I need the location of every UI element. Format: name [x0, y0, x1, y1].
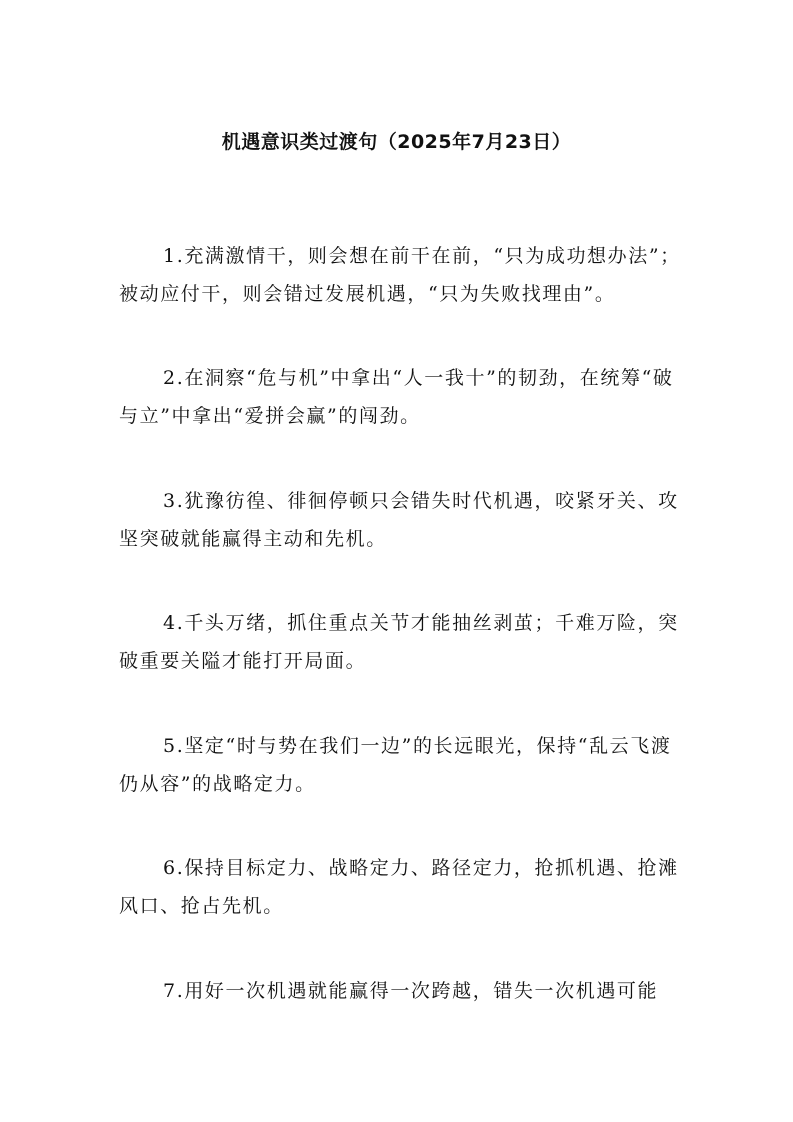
- paragraph-5: 5.坚定“时与势在我们一边”的长远眼光，保持“乱云飞渡仍从容”的战略定力。: [119, 735, 672, 795]
- paragraph-6: 6.保持目标定力、战略定力、路径定力，抢抓机遇、抢滩风口、抢占先机。: [119, 857, 679, 917]
- paragraph-3: 3.犹豫彷徨、徘徊停顿只会错失时代机遇，咬紧牙关、攻坚突破就能赢得主动和先机。: [119, 490, 679, 550]
- paragraph-4: 4.千头万绪，抓住重点关节才能抽丝剥茧；千难万险，突破重要关隘才能打开局面。: [119, 612, 679, 672]
- paragraph-2: 2.在洞察“危与机”中拿出“人一我十”的韧劲，在统筹“破与立”中拿出“爱拼会赢”的闯劲。: [119, 367, 674, 427]
- document-title: 机遇意识类过渡句（2025年7月23日）: [221, 131, 572, 153]
- paragraph-1: 1.充满激情干，则会想在前干在前，“只为成功想办法”；被动应付干，则会错过发展机遇，“只为失败找理由”。: [119, 245, 681, 305]
- paragraph-7: 7.用好一次机遇就能赢得一次跨越，错失一次机遇可能: [163, 980, 659, 1002]
